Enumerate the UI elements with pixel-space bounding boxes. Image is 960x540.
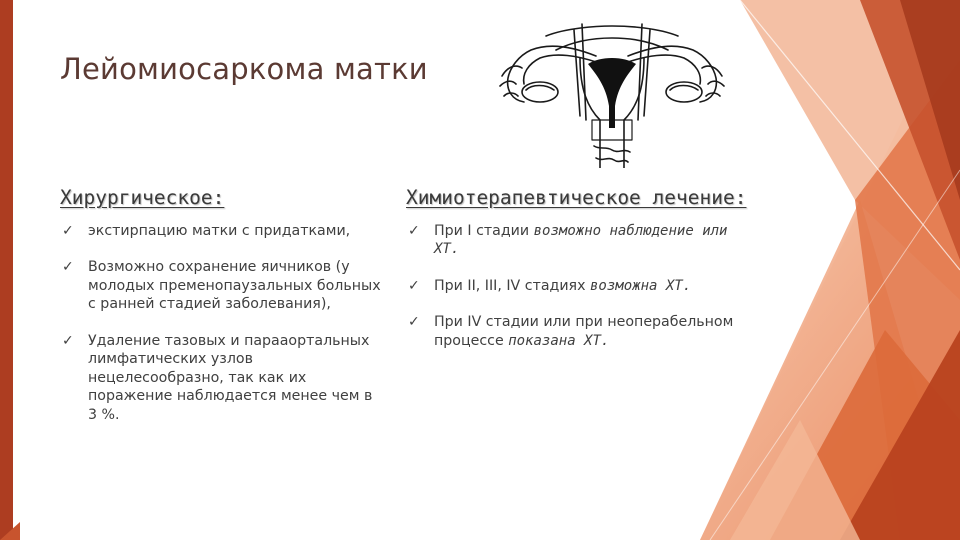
list-item-text: Удаление тазовых и парааортальных лимфатических узлов нецелесообразно, так как их поражение наблюдается менее чем в 3 %. xyxy=(88,332,373,423)
list-item xyxy=(406,277,751,295)
list-item xyxy=(60,222,385,240)
checkmark-icon: ✓ xyxy=(62,259,74,276)
list-item xyxy=(60,332,385,424)
slide-title: Лейомиосаркома матки xyxy=(60,52,428,86)
list-item xyxy=(60,258,385,313)
list-item-text: При II, III, IV стадиях xyxy=(434,277,590,294)
uterus-diagram-icon xyxy=(496,20,728,168)
checkmark-icon: ✓ xyxy=(62,332,74,349)
checkmark-icon: ✓ xyxy=(408,314,420,331)
list-item-emphasis: показана ХТ. xyxy=(508,332,610,349)
list-item xyxy=(406,313,751,350)
chemo-list xyxy=(406,222,751,368)
surgical-list xyxy=(60,222,385,442)
list-item-text: При I стадии xyxy=(434,223,534,239)
checkmark-icon: ✓ xyxy=(408,223,420,239)
list-item-text: экстирпацию матки с придатками, xyxy=(88,223,351,239)
checkmark-icon: ✓ xyxy=(62,223,74,239)
list-item-text: Возможно сохранение яичников (у молодых пременопаузальных больных с ранней стадией заболевания), xyxy=(88,259,381,313)
list-item-emphasis: возможна ХТ. xyxy=(590,277,692,294)
checkmark-icon: ✓ xyxy=(408,277,420,294)
list-item-text: При IV стадии или при неоперабельном процессе xyxy=(434,314,734,349)
list-item-emphasis: возможно наблюдение или ХТ. xyxy=(434,223,728,258)
list-item xyxy=(406,222,751,259)
surgical-heading: Хирургическое: xyxy=(60,186,225,209)
chemo-heading: Химиотерапевтическое лечение: xyxy=(406,186,747,209)
